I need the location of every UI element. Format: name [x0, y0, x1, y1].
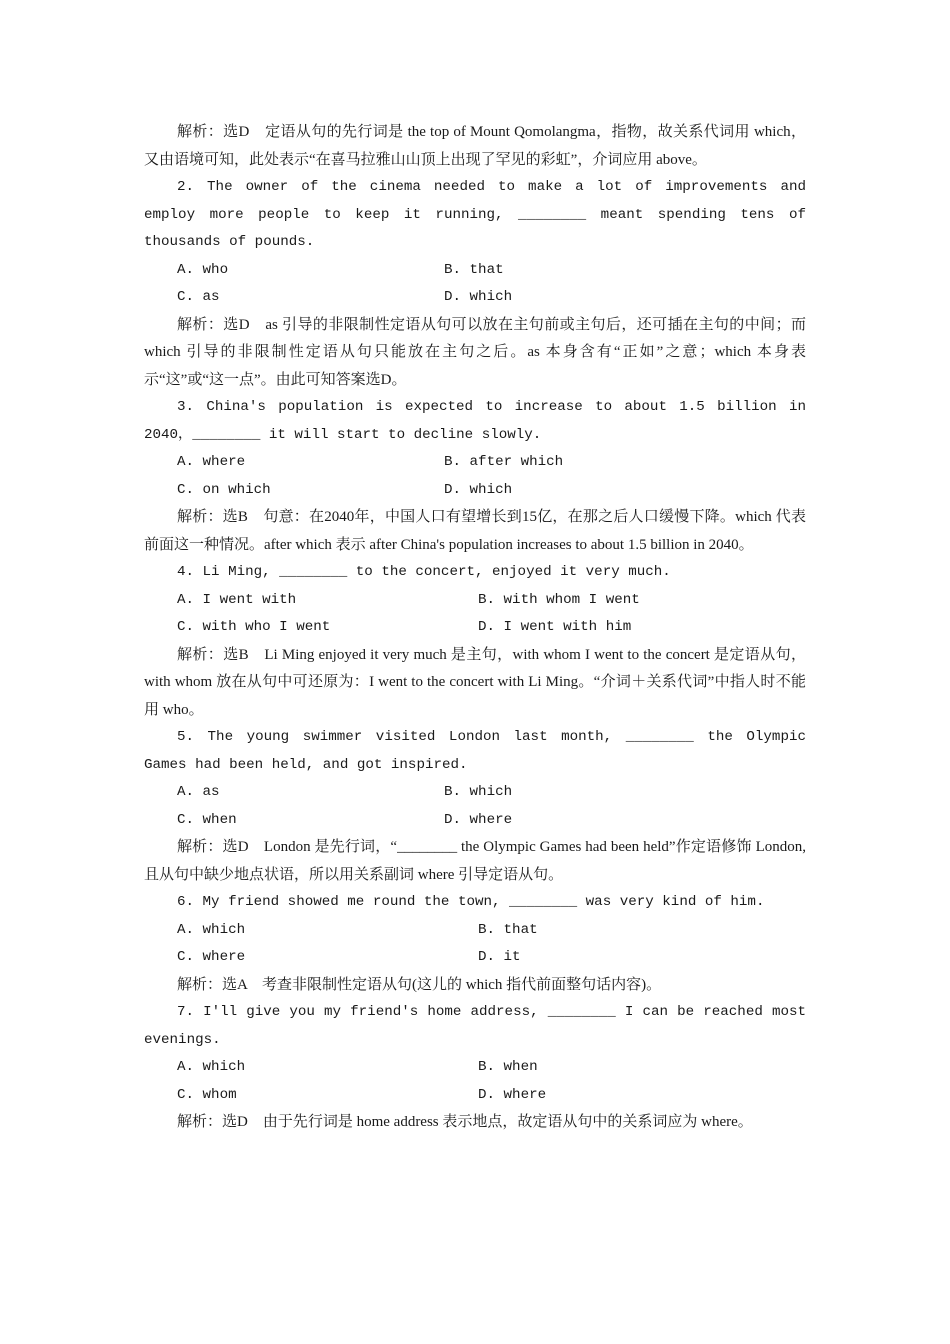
option-c: C. where: [177, 949, 246, 965]
question-7: 7. I'll give you my friend's home address, ________ I can be reached most evenings.: [144, 1004, 806, 1048]
option-c: C. whom: [177, 1086, 237, 1103]
option-a: A. which: [177, 921, 246, 938]
option-d: D. where: [478, 1086, 547, 1103]
option-c: C. with who I went: [177, 619, 331, 635]
question-5: 5. The young swimmer visited London last month, ________ the Olympic Games had been held, and got inspired.: [144, 729, 806, 773]
option-b: B. which: [444, 784, 513, 800]
analysis-4: 解析：选B Li Ming enjoyed it very much 是主句，with whom I went to the concert 是定语从句，with whom 放在从句中可还原为：I went to the concert with Li Ming。“介词＋关系代词”中指人时不能用 who。: [144, 646, 806, 718]
question-2: 2. The owner of the cinema needed to make a lot of improvements and employ more people to keep it running, ________ meant spending tens of thousands of pounds.: [144, 179, 806, 250]
options-row: [144, 917, 806, 945]
option-a: A. who: [177, 261, 229, 278]
options-row: [144, 1082, 806, 1110]
question-4: 4. Li Ming, ________ to the concert, enjoyed it very much.: [177, 564, 671, 580]
option-d: D. where: [444, 811, 513, 828]
option-b: B. that: [478, 921, 538, 938]
analysis-7: 解析：选D 由于先行词是 home address 表示地点，故定语从句中的关系词应为 where。: [177, 1114, 753, 1130]
options-row: [144, 477, 806, 505]
option-b: B. when: [478, 1059, 538, 1075]
options-row: [144, 779, 806, 807]
analysis-6: 解析：选A 考查非限制性定语从句(这儿的 which 指代前面整句话内容)。: [177, 976, 662, 993]
analysis-3: 解析：选B 句意：在2040年，中国人口有望增长到15亿，在那之后人口缓慢下降。which 代表前面这一种情况。after which 表示 after China's population increases to about 1.5 billion in 2040。: [144, 509, 806, 553]
option-c: C. as: [177, 289, 220, 305]
option-d: D. which: [444, 481, 513, 498]
options-row: [144, 257, 806, 285]
question-content: [144, 119, 806, 1137]
options-row: [144, 944, 806, 972]
option-d: D. I went with him: [478, 619, 632, 635]
analysis-5: 解析：选D London 是先行词，“________ the Olympic Games had been held”作定语修饰 London, 且从句中缺少地点状语，所以用关系副词 where 引导定语从句。: [144, 839, 806, 883]
analysis-1: 解析：选D 定语从句的先行词是 the top of Mount Qomolangma，指物，故关系代词用 which，又由语境可知，此处表示“在喜马拉雅山山顶上出现了罕见的彩虹”，介词应用 above。: [144, 124, 806, 168]
question-6: 6. My friend showed me round the town, ________ was very kind of him.: [177, 894, 765, 910]
option-c: C. when: [177, 811, 237, 828]
option-d: D. it: [478, 949, 521, 965]
options-row: [144, 449, 806, 477]
option-c: C. on which: [177, 481, 271, 498]
option-b: B. after which: [444, 454, 564, 470]
options-row: [144, 587, 806, 615]
options-row: [144, 807, 806, 835]
option-b: B. that: [444, 261, 504, 278]
question-3: 3. China's population is expected to increase to about 1.5 billion in 2040，________ it will start to decline slowly.: [144, 399, 806, 443]
options-row: [144, 284, 806, 312]
option-a: A. as: [177, 784, 220, 800]
options-row: [144, 614, 806, 642]
analysis-2: 解析：选D as 引导的非限制性定语从句可以放在主句前或主句后，还可插在主句的中间；而 which 引导的非限制性定语从句只能放在主句之后。as 本身含有“正如”之意；which 本身表示“这”或“这一点”。由此可知答案选D。: [144, 316, 806, 388]
option-a: A. which: [177, 1059, 246, 1075]
options-row: [144, 1054, 806, 1082]
option-d: D. which: [444, 289, 513, 305]
option-b: B. with whom I went: [478, 591, 640, 608]
option-a: A. I went with: [177, 591, 297, 608]
option-a: A. where: [177, 454, 246, 470]
